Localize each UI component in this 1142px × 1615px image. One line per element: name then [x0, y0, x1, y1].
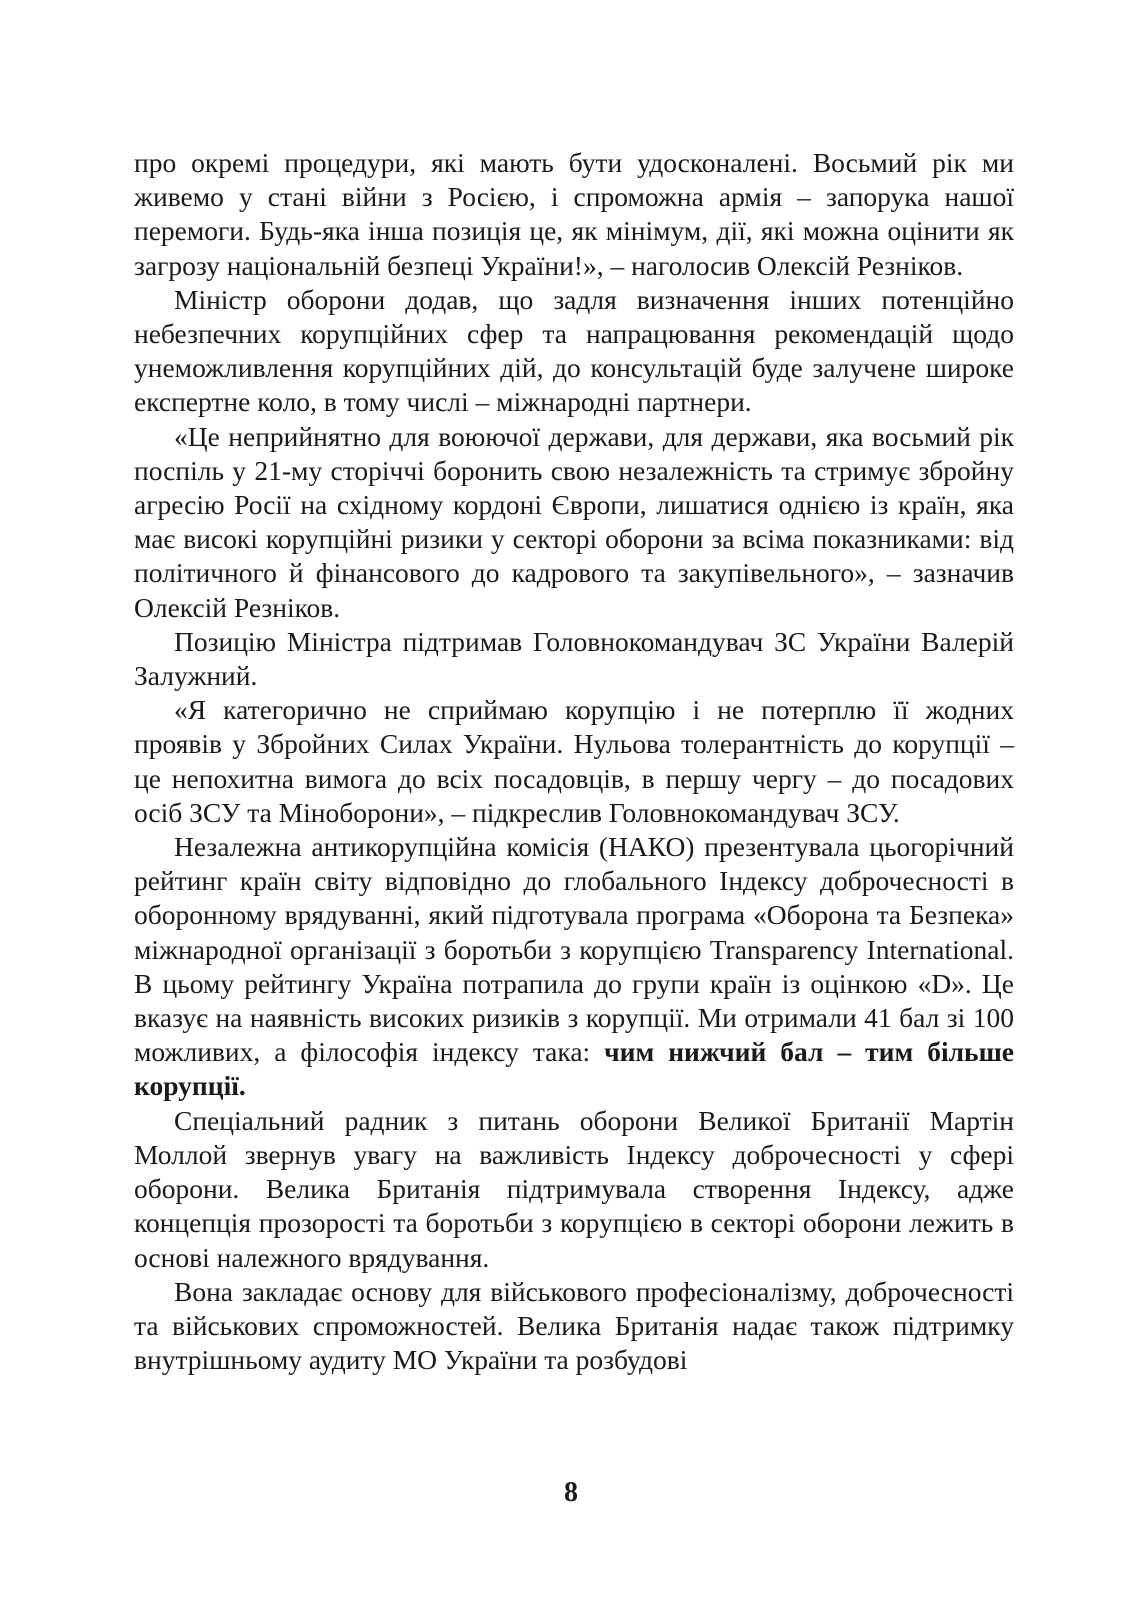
paragraph-6-bold-text: чим нижчий бал – тим більше корупції. — [134, 1036, 1014, 1102]
paragraph-4-text: Позицію Міністра підтримав Головнокомандувач ЗС України Валерій Залужний. — [134, 625, 1014, 692]
paragraph-2-text: Міністр оборони додав, що задля визначення інших потенційно небезпечних корупційних сфер та напрацювання рекомендацій щодо унеможливлення корупційних дій, до консультацій буде залучене широке експертне коло, в тому числі – міжнародні партнери. — [134, 283, 1014, 418]
paragraph-6 — [134, 830, 1014, 1104]
paragraph-7-text: Спеціальний радник з питань оборони Великої Британії Мартін Моллой звернув увагу на важливість Індексу доброчесності у сфері оборони. Велика Британія підтримувала створення Індексу, адже концепція прозорості та боротьби з корупцією в секторі оборони лежить в основі належного врядування. — [134, 1104, 1014, 1273]
paragraph-1 — [134, 146, 1014, 283]
page-number: 8 — [564, 1477, 578, 1508]
paragraph-5 — [134, 693, 1014, 830]
paragraph-8 — [134, 1275, 1014, 1378]
paragraph-5-text: «Я категорично не сприймаю корупцію і не потерплю її жодних проявів у Збройних Силах України. Нульова толерантність до корупції – це непохитна вимога до всіх посадовців, в першу чергу – до посадових осіб ЗСУ та Міноборони», – підкреслив Головнокомандувач ЗСУ. — [134, 694, 1014, 828]
body-text — [134, 146, 1014, 1377]
paragraph-1-text: про окремі процедури, які мають бути удосконалені. Восьмий рік ми живемо у стані війни з Росією, і спроможна армія – запорука нашої перемоги. Будь-яка інша позиція це, як мінімум, дії, які можна оцінити як загрозу національній безпеці України!», – наголосив Олексій Резніков. — [134, 147, 1014, 281]
paragraph-7 — [134, 1104, 1014, 1275]
paragraph-2 — [134, 283, 1014, 420]
paragraph-3 — [134, 420, 1014, 625]
paragraph-4 — [134, 625, 1014, 693]
paragraph-8-text: Вона закладає основу для військового професіоналізму, доброчесності та військових спроможностей. Велика Британія надає також підтримку внутрішньому аудиту МО України та розбудові — [134, 1275, 1014, 1376]
paragraph-6-text: Незалежна антикорупційна комісія (НАКО) презентувала цьогорічний рейтинг країн світу відповідно до глобального Індексу доброчесності в оборонному врядуванні, який підготувала програма «Оборона та Безпека» міжнародної організації з боротьби з корупцією Transparency International. В цьому рейтингу Україна потрапила до групи країн із оцінкою «D». Це вказує на наявність високих ризиків з корупції. Ми отримали 41 бал зі 100 можливих, а філософія індексу така: — [134, 831, 1014, 1068]
paragraph-3-text: «Це неприйнятно для воюючої держави, для держави, яка восьмий рік поспіль у 21-му сторіччі боронить свою незалежність та стримує збройну агресію Росії на східному кордоні Європи, лишатися однією із країн, яка має високі корупційні ризики у секторі оборони за всіма показниками: від політичного й фінансового до кадрового та закупівельного», – зазначив Олексій Резніков. — [134, 420, 1014, 623]
